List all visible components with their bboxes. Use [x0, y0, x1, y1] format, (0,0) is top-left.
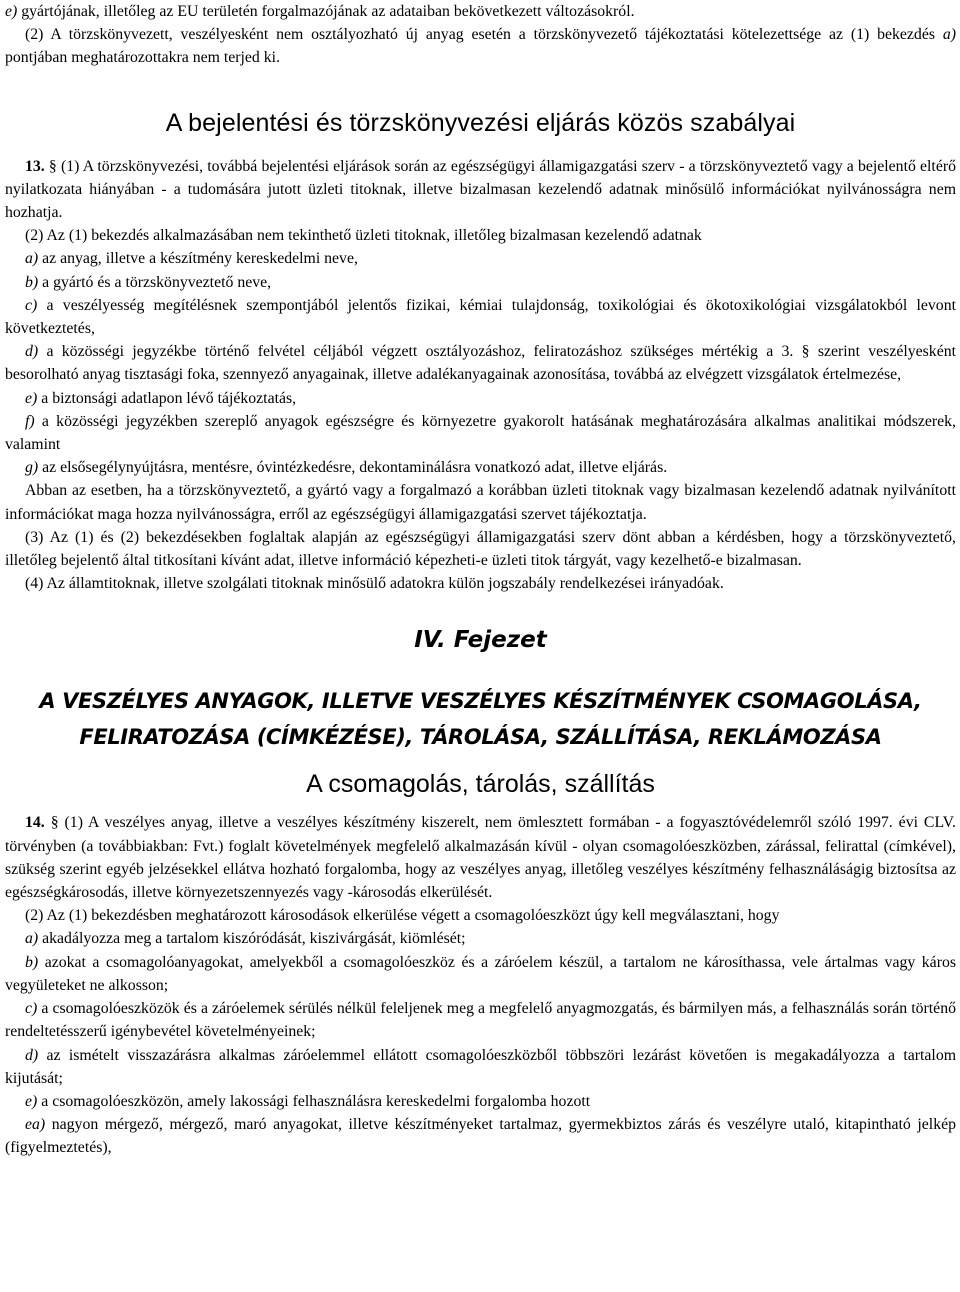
- item-label: e): [5, 3, 18, 20]
- list-item: ea) nagyon mérgező, mérgező, maró anyagokat, illetve készítményeket tartalmaz, gyermekbiztos zárás és veszélyre utaló, kitapintható jelkép (figyelmeztetés),: [5, 1116, 956, 1157]
- list-item: f) a közösségi jegyzékben szereplő anyagok egészségre és környezetre gyakorolt hatásának meghatározására alkalmas analitikai módszerek, valamint: [5, 412, 956, 454]
- paragraph-change-e: [5, 0, 956, 23]
- list-item: a) az anyag, illetve a készítmény kereskedelmi neve,: [25, 250, 358, 268]
- item-text: gyártójának, illetőleg az EU területén forgalmazójának az adataiban bekövetkezett változásokról.: [17, 3, 635, 20]
- paragraph-abban: Abban az esetben, ha a törzskönyveztető, a gyártó vagy a forgalmazó a korábban üzleti titoknak vagy bizalmasan kezelendő adatnak nyilvánított információkat maga hozza nyilvánosságra, erről az egészségügyi államigazgatási szervet tájékoztatja.: [5, 482, 956, 523]
- list-item: g) az elsősegélynyújtásra, mentésre, óvintézkedésre, dekontaminálásra vonatkozó adat, illetve eljárás.: [25, 459, 668, 477]
- paragraph-number: 14.: [25, 814, 45, 832]
- list-item: c) a csomagolóeszközök és a záróelemek sérülés nélkül feleljenek meg a megfelelő anyagmozgatás, és bármilyen más, a felhasználás során történő rendeltetésszerű igénybevétel követelményeinek;: [5, 1000, 956, 1041]
- list-item: b) a gyártó és a törzskönyveztető neve,: [25, 273, 272, 291]
- list-item: e) a csomagolóeszközön, amely lakossági felhasználásra kereskedelmi forgalomba hozott: [25, 1092, 591, 1110]
- subsection-heading: A csomagolás, tárolás, szállítás: [306, 770, 655, 799]
- list-item: d) az ismételt visszazárásra alkalmas záróelemmel ellátott csomagolóeszközből többszöri lezárást követően is megakadályozza a tartalom kijutását;: [5, 1046, 956, 1087]
- list-item: e) a biztonsági adatlapon lévő tájékoztatás,: [25, 389, 297, 407]
- paragraph-13-2: (2) Az (1) bekezdés alkalmazásában nem tekinthető üzleti titoknak, illetőleg bizalmasan kezelendő adatnak: [25, 227, 702, 245]
- list-item: b) azokat a csomagolóanyagokat, amelyekből a csomagolóeszköz és a záróelem készül, a tartalom ne károsíthassa, vele ártalmas vagy káros vegyületeket ne alkosson;: [5, 953, 956, 994]
- list-item: a) akadályozza meg a tartalom kiszóródását, kiszivárgását, kiömlését;: [25, 930, 466, 948]
- section-heading: A bejelentési és törzskönyvezési eljárás közös szabályai: [165, 108, 796, 137]
- document-page: [5, 0, 956, 1160]
- list-item: c) a veszélyesség megítélésnek szempontjából jelentős fizikai, kémiai tulajdonság, toxikológiai és ökotoxikológiai vizsgálatokból levont következtetés,: [5, 296, 956, 338]
- paragraph-14: 14. § (1) A veszélyes anyag, illetve a veszélyes készítmény kiszerelt, nem ömlesztett formában - a fogyasztóvédelemről szóló 1997. évi CLV. törvényben (a továbbiakban: Fvt.) foglalt követelmények megfelelő alkalmazásán kívül - olyan csomagolóeszközben, zárással, felirattal (címkével), szükség szerint egyéb jelzésekkel ellátva hozható forgalomba, hogy az veszélyes anyag, illetőleg veszélyes készítmény felhasználáságig biztosítsa az egészségkárosodás, illetve környezetszennyezés vagy -károsodás elkerülését.: [5, 814, 956, 902]
- paragraph-13: 13. § (1) A törzskönyvezési, továbbá bejelentési eljárások során az egészségügyi államigazgatási szerv - a törzskönyveztető vagy a bejelentő eltérő nyilatkozata hiányában - a tudomására jutott üzleti titoknak, illetve bizalmasan kezelendő adatnak minősülő információkat nyilvánosságra nem hozhatja.: [5, 157, 956, 222]
- paragraph-13-3: (3) Az (1) és (2) bekezdésekben foglaltak alapján az egészségügyi államigazgatási szerv dönt abban a kérdésben, hogy a törzskönyveztető, illetőleg bejelentő által titkosítani kívánt adat, illetve információ képezheti-e üzleti titok tárgyát, vagy kezelhető-e bizalmasan.: [5, 528, 956, 570]
- paragraph-13-4: (4) Az államtitoknak, illetve szolgálati titoknak minősülő adatokra külön jogszabály rendelkezései irányadóak.: [25, 575, 724, 593]
- list-item: d) a közösségi jegyzékbe történő felvétel céljából végzett osztályozáshoz, feliratozáshoz szükséges mértékig a 3. § szerint veszélyesként besorolható anyag tisztasági foka, szennyező anyagainak, illetve adalékanyagainak azonosítása, továbbá az elvégzett vizsgálatok értelmezése,: [5, 343, 956, 384]
- paragraph-14-2: (2) Az (1) bekezdésben meghatározott károsodások elkerülése végett a csomagolóeszközt úgy kell megválasztani, hogy: [25, 907, 780, 925]
- paragraph-2: (2) A törzskönyvezett, veszélyesként nem osztályozható új anyag esetén a törzskönyvezető tájékoztatási kötelezettsége az (1) bekezdés a) pontjában meghatározottakra nem terjed ki.: [5, 26, 956, 67]
- chapter-title: A VESZÉLYES ANYAGOK, ILLETVE VESZÉLYES KÉSZÍTMÉNYEK CSOMAGOLÁSA, FELIRATOZÁSA (CÍMKÉZÉSE), TÁROLÁSA, SZÁLLÍTÁSA, REKLÁMOZÁSA: [39, 689, 922, 750]
- chapter-label: IV. Fejezet: [414, 627, 547, 654]
- paragraph-number: 13.: [25, 157, 45, 175]
